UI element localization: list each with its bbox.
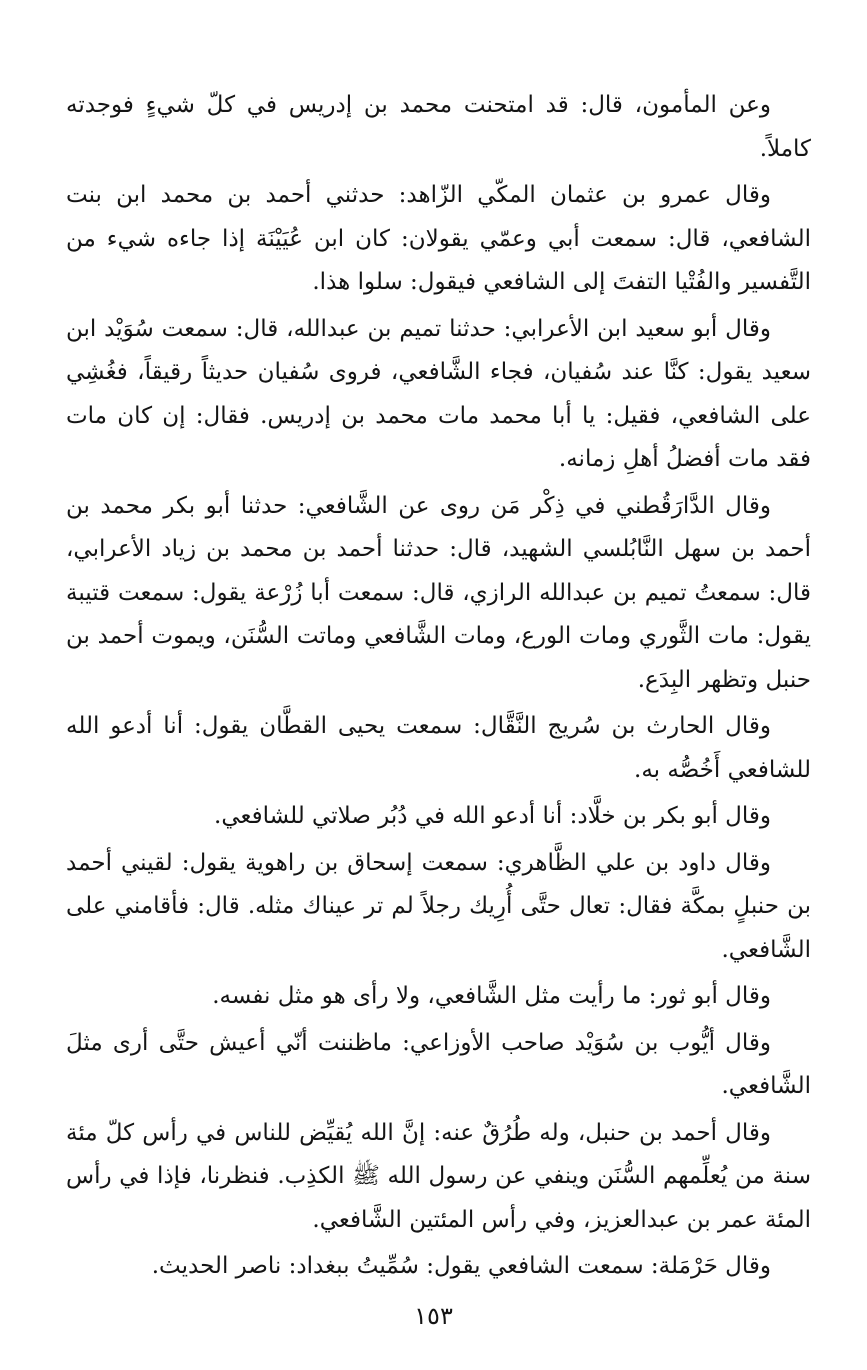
page-body: [66, 84, 811, 1292]
paragraph-al-mamun: وعن المأمون، قال: قد امتحنت محمد بن إدريس في كلّ شيءٍ فوجدته كاملاً.: [66, 92, 811, 162]
paragraph-abu-thawr: وقال أبو ثور: ما رأيت مثل الشَّافعي، ولا رأى هو مثل نفسه.: [212, 983, 771, 1009]
paragraph-abu-bakr-khallad: وقال أبو بكر بن خلَّاد: أنا أدعو الله في دُبُر صلاتي للشافعي.: [214, 803, 771, 829]
paragraph-ahmad-bin-hanbal: وقال أحمد بن حنبل، وله طُرُقٌ عنه: إنَّ الله يُقيِّض للناس في رأس كلّ مئة سنة من يُعلِّمهم السُّنَن وينفي عن رسول الله ﷺ الكذِب. فنظرنا، فإذا في رأس المئة عمر بن عبدالعزيز، وفي رأس المئتين الشَّافعي.: [66, 1119, 811, 1233]
paragraph-dawud-zahiri: وقال داود بن علي الظَّاهري: سمعت إسحاق بن راهوية يقول: لقيني أحمد بن حنبلٍ بمكَّة فقال: تعال حتَّى أُرِيك رجلاً لم تر عيناك مثله. قال: فأقامني على الشَّافعي.: [66, 849, 811, 963]
paragraph-amr-bin-uthman: وقال عمرو بن عثمان المكّي الزّاهد: حدثني أحمد بن محمد ابن بنت الشافعي، قال: سمعت أبي وعمّي يقولان: كان ابن عُيَيْنَة إذا جاءه شيء من التَّفسير والفُتْيا التفتَ إلى الشافعي فيقول: سلوا هذا.: [66, 182, 811, 295]
paragraph-harmala: وقال حَرْمَلة: سمعت الشافعي يقول: سُمِّيتُ ببغداد: ناصر الحديث.: [151, 1253, 771, 1279]
paragraph-ayyub-bin-suwayd: وقال أيُّوب بن سُوَيْد صاحب الأوزاعي: ماظننت أنّي أعيش حتَّى أرى مثلَ الشَّافعي.: [66, 1029, 811, 1099]
paragraph-harith-bin-surayj: وقال الحارث بن سُريج النَّقَّال: سمعت يحيى القطَّان يقول: أنا أدعو الله للشافعي أَخُصُّه به.: [66, 713, 811, 783]
paragraph-daraqutni: وقال الدَّارَقُطني في ذِكْر مَن روى عن الشَّافعي: حدثنا أبو بكر محمد بن أحمد بن سهل النَّابُلسي الشهيد، قال: حدثنا أحمد بن محمد بن زياد الأعرابي، قال: سمعتُ تميم بن عبدالله الرازي، قال: سمعت أبا زُرْعة يقول: سمعت قتيبة يقول: مات الثَّوري ومات الورع، ومات الشَّافعي وماتت السُّنَن، ويموت أحمد بن حنبل وتظهر البِدَع.: [66, 492, 811, 693]
page-number: ١٥٣: [414, 1302, 453, 1330]
paragraph-abu-said: وقال أبو سعيد ابن الأعرابي: حدثنا تميم بن عبدالله، قال: سمعت سُوَيْد ابن سعيد يقول: كنَّا عند سُفيان، فجاء الشَّافعي، فروى سُفيان حديثاً رقيقاً، فغُشِي على الشافعي، فقيل: يا أبا محمد مات محمد بن إدريس. فقال: إن كان مات فقد مات أفضلُ أهلِ زمانه.: [66, 315, 811, 472]
